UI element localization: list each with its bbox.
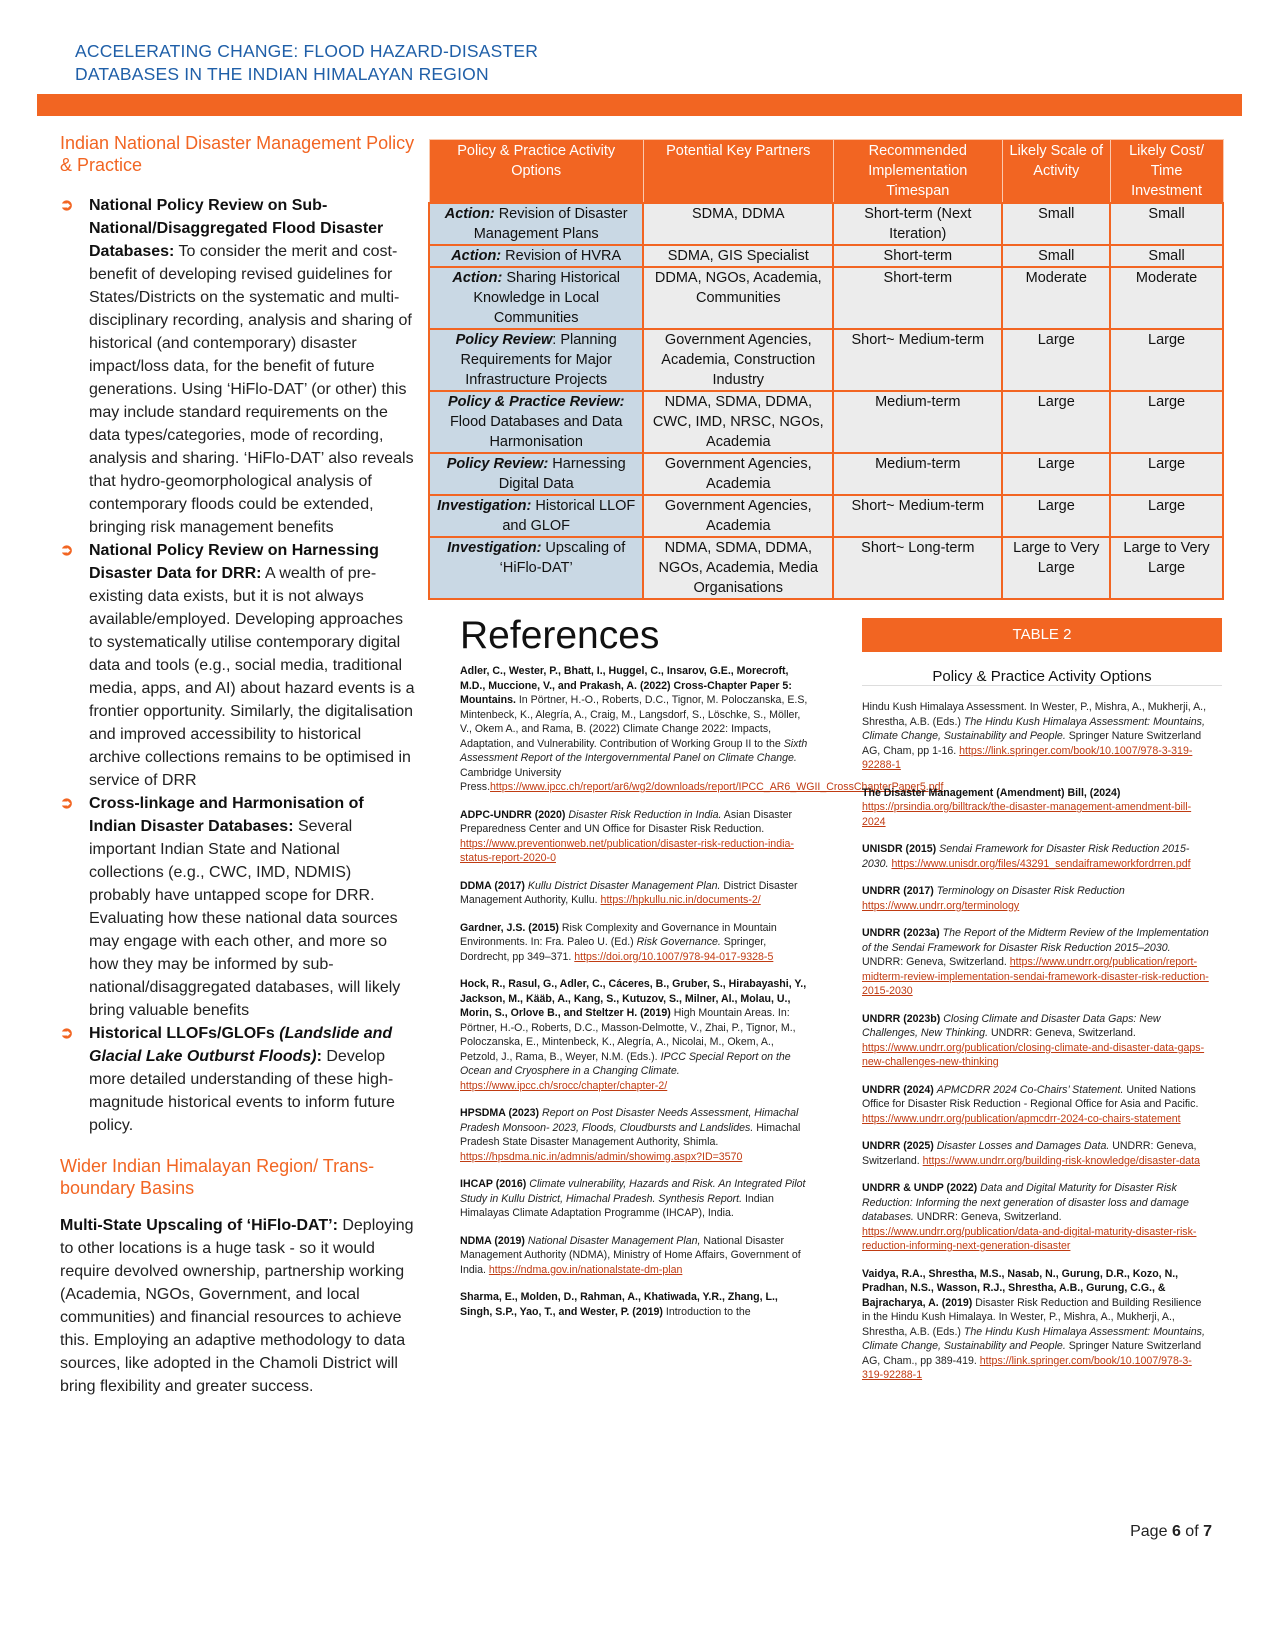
reference-entry: UNDRR (2023a) The Report of the Midterm Review of the Implementation of the Sendai Framework for Disaster Risk Reduction 2015–2030. UNDRR: Geneva, Switzerland. https://www.undrr.org/publication/report-midterm-review-implementation-sendai-framework-disaster-risk-reduction-2015-2030 xyxy=(862,927,1209,997)
table-cell: Policy & Practice Review: Flood Databases and Data Harmonisation xyxy=(429,391,643,453)
reference-link[interactable]: https://hpsdma.nic.in/admnis/admin/showimg.aspx?ID=3570 xyxy=(460,1150,743,1163)
reference-link[interactable]: https://www.ipcc.ch/report/ar6/wg2/downloads/report/IPCC_AR6_WGII_CrossChapterPaper5.pdf xyxy=(490,781,944,793)
reference-entry: Vaidya, R.A., Shrestha, M.S., Nasab, N., Gurung, D.R., Kozo, N., Pradhan, N.S., Wasson, R.J., Shrestha, A.B., Gurung, C.G., & Bajracharya, A. (2019) Disaster Risk Reduction and Building Resilience in the Hindu Kush Himalaya. In Wester, P., Mishra, A., Mukherji, A., Shrestha, A.B. (Eds.) The Hindu Kush Himalaya Assessment: Mountains, Climate Change, Sustainability and People. Springer Nature Switzerland AG, Cham., pp 389-419. https://link.springer.com/book/10.1007/978-3-319-92288-1 xyxy=(862,1267,1205,1381)
table-cell: Short~ Medium-term xyxy=(833,495,1002,537)
table-cell: Short-term (Next Iteration) xyxy=(833,203,1002,245)
table-cell: Large to Very Large xyxy=(1002,537,1110,599)
table-cell: Large xyxy=(1110,495,1223,537)
table-cell: Short-term xyxy=(833,245,1002,267)
table-cell: Large xyxy=(1002,391,1110,453)
caption-divider xyxy=(862,685,1222,686)
reference-link[interactable]: https://www.undrr.org/publication/report-midterm-review-implementation-sendai-framework-disaster-risk-reduction-2015-2030 xyxy=(862,956,1209,997)
table-cell: Small xyxy=(1002,245,1110,267)
reference-link[interactable]: https://www.undrr.org/terminology xyxy=(862,899,1020,912)
bullet-item: ➲ National Policy Review on Harnessing Disaster Data for DRR: A wealth of pre-existing data exists, but it is not always available/employed. Developing approaches to systematically utilise contemporary digital data and tools (e.g., social media, traditional media, apps, and AI) about hazard events is a frontier opportunity. Similarly, the digitalisation and improved accessibility to historical archive collections remains to be optimised in service of DRR xyxy=(60,539,415,792)
table-cell: Government Agencies, Academia, Construction Industry xyxy=(643,329,833,391)
table-row xyxy=(429,245,1223,267)
table-cell: NDMA, SDMA, DDMA, CWC, IMD, NRSC, NGOs, Academia xyxy=(643,391,833,453)
reference-link[interactable]: https://hpkullu.nic.in/documents-2/ xyxy=(600,894,761,906)
header-line-2: DATABASES IN THE INDIAN HIMALAYAN REGION xyxy=(75,64,489,84)
table-header: Recommended Implementation Timespan xyxy=(833,140,1002,204)
arrow-icon: ➲ xyxy=(60,197,74,214)
table-header: Policy & Practice Activity Options xyxy=(429,140,643,204)
table-header: Likely Cost/ Time Investment xyxy=(1110,140,1223,204)
table-row xyxy=(429,329,1223,391)
reference-entry: UNDRR (2017) Terminology on Disaster Risk Reduction https://www.undrr.org/terminology xyxy=(862,885,1125,912)
table-cell: Medium-term xyxy=(833,391,1002,453)
table-header: Potential Key Partners xyxy=(643,140,833,204)
reference-entry: HPSDMA (2023) Report on Post Disaster Needs Assessment, Himachal Pradesh Monsoon- 2023, Floods, Cloudbursts and Landslides. Himachal Pradesh State Disaster Management Authority, Shimla. https://hpsdma.nic.in/admnis/admin/showimg.aspx?ID=3570 xyxy=(460,1107,801,1163)
table-cell: DDMA, NGOs, Academia, Communities xyxy=(643,267,833,329)
left-column xyxy=(60,132,415,1398)
table-row xyxy=(429,203,1223,245)
reference-entry: UNDRR & UNDP (2022) Data and Digital Maturity for Disaster Risk Reduction: Informing the next generation of disaster loss and damage databases. UNDRR: Geneva, Switzerland. https://www.undrr.org/publication/data-and-digital-maturity-disaster-risk-reduction-informing-next-generation-disaster xyxy=(862,1182,1197,1252)
table-cell: Short~ Long-term xyxy=(833,537,1002,599)
document-header xyxy=(75,40,538,86)
table-cell: Investigation: Historical LLOF and GLOF xyxy=(429,495,643,537)
reference-entry: Sharma, E., Molden, D., Rahman, A., Khatiwada, Y.R., Zhang, L., Singh, S.P., Yao, T., and Wester, P. (2019) Introduction to the xyxy=(460,1291,778,1318)
reference-entry: Adler, C., Wester, P., Bhatt, I., Huggel, C., Insarov, G.E., Morecroft, M.D., Muccione, V., and Prakash, A. (2022) Cross-Chapter Paper 5: Mountains. In Pörtner, H.-O., Roberts, D.C., Tignor, M. Poloczanska, E.S, Mintenbeck, K., Alegría, A., Craig, M., Langsdorf, S., Löschke, S., Möller, V., Okem A., and Rama, B. (2022) Climate Change 2022: Impacts, Adaptation, and Vulnerability. Contribution of Working Group II to the Sixth Assessment Report of the Intergovernmental Panel on Climate Change. Cambridge University Press.https://www.ipcc.ch/report/ar6/wg2/downloads/report/IPCC_AR6_WGII_CrossChapterPaper5.pdf xyxy=(460,665,944,793)
reference-link[interactable]: https://www.ipcc.ch/srocc/chapter/chapter-2/ xyxy=(460,1079,668,1092)
header-line-1: ACCELERATING CHANGE: FLOOD HAZARD-DISASTER xyxy=(75,41,539,61)
table-cell: Small xyxy=(1110,245,1223,267)
table-cell: NDMA, SDMA, DDMA, NGOs, Academia, Media Organisations xyxy=(643,537,833,599)
reference-entry: The Disaster Management (Amendment) Bill, (2024) https://prsindia.org/billtrack/the-disaster-management-amendment-bill-2024 xyxy=(862,786,1192,828)
table-cell: Large xyxy=(1002,495,1110,537)
table-cell: Action: Revision of Disaster Management Plans xyxy=(429,203,643,245)
table-row xyxy=(429,391,1223,453)
table-cell: Short-term xyxy=(833,267,1002,329)
reference-link[interactable]: https://prsindia.org/billtrack/the-disaster-management-amendment-bill-2024 xyxy=(862,801,1192,828)
table-header-row xyxy=(429,140,1223,204)
reference-entry: Hock, R., Rasul, G., Adler, C., Cáceres, B., Gruber, S., Hirabayashi, Y., Jackson, M., Kääb, A., Kang, S., Kutuzov, S., Milner, Al., Molau, U., Morin, S., Orlove B., and Steltzer H. (2019) High Mountain Areas. In: Pörtner, H.-O., Roberts, D.C., Masson-Delmotte, V., Zhai, P., Tignor, M., Poloczanska, E., Mintenbeck, K., Alegría, A., Nicolai, M., Okem, A., Petzold, J., Rama, B., Weyer, N.M. (Eds.). IPCC Special Report on the Ocean and Cryosphere in a Changing Climate. https://www.ipcc.ch/srocc/chapter/chapter-2/ xyxy=(460,978,807,1092)
table-cell: Medium-term xyxy=(833,453,1002,495)
policy-table xyxy=(428,139,1224,600)
arrow-icon: ➲ xyxy=(60,795,74,812)
bullet-item: ➲ Historical LLOFs/GLOFs (Landslide and Glacial Lake Outburst Floods): Develop more detailed understanding of these high-magnitude historical events to inform future policy. xyxy=(60,1022,415,1137)
table-cell: Large xyxy=(1002,453,1110,495)
table-cell: Large xyxy=(1110,453,1223,495)
reference-entry: IHCAP (2016) Climate vulnerability, Hazards and Risk. An Integrated Pilot Study in Kullu District, Himachal Pradesh. Synthesis Report. Indian Himalayas Climate Adaptation Programme (IHCAP), India. xyxy=(460,1178,806,1219)
table-cell: Policy Review: Harnessing Digital Data xyxy=(429,453,643,495)
table-header: Likely Scale of Activity xyxy=(1002,140,1110,204)
reference-link[interactable]: https://ndma.gov.in/nationalstate-dm-plan xyxy=(488,1263,683,1276)
table-caption: Policy & Practice Activity Options xyxy=(932,668,1152,685)
table-cell: Moderate xyxy=(1002,267,1110,329)
header-band xyxy=(37,94,1242,116)
bullet-item: ➲ National Policy Review on Sub-National/Disaggregated Flood Disaster Databases: To consider the merit and cost-benefit of developing revised guidelines for States/Districts on the systematic and multi-disciplinary recording, analysis and sharing of historical (and contemporary) disaster impact/loss data, for the benefit of future generations. Using ‘HiFlo-DAT’ (or other) this may include standard requirements on the data types/categories, mode of recording, analysis and sharing. ‘HiFlo-DAT’ also reveals that hydro-geomorphological analysis of contemporary floods could be extended, bringing risk management benefits xyxy=(60,194,415,539)
bullet-list xyxy=(60,194,415,1137)
reference-entry: UNDRR (2023b) Closing Climate and Disaster Data Gaps: New Challenges, New Thinking. UNDRR: Geneva, Switzerland. https://www.undrr.org/publication/closing-climate-and-disaster-data-gaps-new-challenges-new-thinking xyxy=(862,1012,1205,1068)
reference-entry: UNDRR (2025) Disaster Losses and Damages Data. UNDRR: Geneva, Switzerland. https://www.undrr.org/building-risk-knowledge/disaster-data xyxy=(862,1140,1200,1167)
table-tag: TABLE 2 xyxy=(862,618,1222,652)
references-title: References xyxy=(460,614,660,657)
reference-link[interactable]: https://www.unisdr.org/files/43291_sendaiframeworkfordrren.pdf xyxy=(891,857,1191,870)
table-cell: Short~ Medium-term xyxy=(833,329,1002,391)
table-cell: Large to Very Large xyxy=(1110,537,1223,599)
reference-link[interactable]: https://www.undrr.org/building-risk-knowledge/disaster-data xyxy=(922,1154,1200,1167)
arrow-icon: ➲ xyxy=(60,542,74,559)
references-column-2 xyxy=(862,700,1210,1396)
table-cell: Action: Sharing Historical Knowledge in Local Communities xyxy=(429,267,643,329)
table-cell: Investigation: Upscaling of ‘HiFlo-DAT’ xyxy=(429,537,643,599)
table-cell: Action: Revision of HVRA xyxy=(429,245,643,267)
table-cell: Government Agencies, Academia xyxy=(643,453,833,495)
reference-link[interactable]: https://link.springer.com/book/10.1007/978-3-319-92288-1 xyxy=(862,1354,1192,1381)
table-cell: SDMA, DDMA xyxy=(643,203,833,245)
table-row xyxy=(429,537,1223,599)
section-heading: Indian National Disaster Management Policy & Practice xyxy=(60,133,415,175)
reference-entry: UNDRR (2024) APMCDRR 2024 Co-Chairs’ Statement. United Nations Office for Disaster Risk Reduction - Regional Office for Asia and Pacific. https://www.undrr.org/publication/apmcdrr-2024-co-chairs-statement xyxy=(862,1083,1199,1125)
table-cell: Large xyxy=(1002,329,1110,391)
table-cell: Moderate xyxy=(1110,267,1223,329)
table-cell: Large xyxy=(1110,329,1223,391)
table-cell: Policy Review: Planning Requirements for Major Infrastructure Projects xyxy=(429,329,643,391)
bullet-item: ➲ Cross-linkage and Harmonisation of Indian Disaster Databases: Several important Indian State and National collections (e.g., CWC, IMD, NDMIS) probably have untapped scope for DRR. Evaluating how these national data sources may engage with each other, and more so how they may be informed by sub-national/disaggregated databases, will likely bring valuable benefits xyxy=(60,792,415,1022)
arrow-icon: ➲ xyxy=(60,1025,74,1042)
table-cell: Small xyxy=(1110,203,1223,245)
table-row xyxy=(429,453,1223,495)
table-cell: Small xyxy=(1002,203,1110,245)
reference-entry: ADPC-UNDRR (2020) Disaster Risk Reduction in India. Asian Disaster Preparedness Center and UN Office for Disaster Risk Reduction. https://www.preventionweb.net/publication/disaster-risk-reduction-india-status-report-2020-0 xyxy=(460,808,794,864)
reference-entry: Gardner, J.S. (2015) Risk Complexity and Governance in Mountain Environments. In: Fra. Paleo U. (Ed.) Risk Governance. Springer, Dordrecht, pp 349–371. https://doi.org/10.1007/978-94-017-9328-5 xyxy=(460,921,777,963)
upscaling-paragraph: Multi-State Upscaling of ‘HiFlo-DAT’: Deploying to other locations is a huge task - so it would require devolved ownership, partnership working (Academia, NGOs, Government, and local communities) and financial resources to achieve this. Employing an adaptive methodology to data sources, like adopted in the Chamoli District will bring flexibility and greater success. xyxy=(60,1217,414,1395)
reference-entry: UNISDR (2015) Sendai Framework for Disaster Risk Reduction 2015-2030. https://www.unisdr.org/files/43291_sendaiframeworkfordrren.pdf xyxy=(862,843,1191,870)
table-row xyxy=(429,495,1223,537)
reference-link[interactable]: https://www.undrr.org/publication/closing-climate-and-disaster-data-gaps-new-challenges-new-thinking xyxy=(862,1041,1205,1068)
reference-link[interactable]: https://doi.org/10.1007/978-94-017-9328-5 xyxy=(574,950,774,963)
reference-link[interactable]: https://www.undrr.org/publication/apmcdrr-2024-co-chairs-statement xyxy=(862,1112,1181,1125)
section-heading-2: Wider Indian Himalayan Region/ Trans-boundary Basins xyxy=(60,1156,375,1198)
reference-entry: NDMA (2019) National Disaster Management Plan, National Disaster Management Authority (NDMA), Ministry of Home Affairs, Government of India. https://ndma.gov.in/nationalstate-dm-plan xyxy=(460,1234,801,1276)
reference-entry: DDMA (2017) Kullu District Disaster Management Plan. District Disaster Management Authority, Kullu. https://hpkullu.nic.in/documents-2/ xyxy=(460,879,798,906)
reference-link[interactable]: https://www.preventionweb.net/publication/disaster-risk-reduction-india-status-report-2020-0 xyxy=(460,837,794,864)
table-cell: Large xyxy=(1110,391,1223,453)
table-row xyxy=(429,267,1223,329)
reference-link[interactable]: https://link.springer.com/book/10.1007/978-3-319-92288-1 xyxy=(862,744,1193,771)
table-cell: SDMA, GIS Specialist xyxy=(643,245,833,267)
table-cell: Government Agencies, Academia xyxy=(643,495,833,537)
reference-entry: Hindu Kush Himalaya Assessment. In Wester, P., Mishra, A., Mukherji, A., Shrestha, A.B. (Eds.) The Hindu Kush Himalaya Assessment: Mountains, Climate Change, Sustainability and People. Springer Nature Switzerland AG, Cham, pp 1-16. https://link.springer.com/book/10.1007/978-3-319-92288-1 xyxy=(862,701,1207,771)
page-number: Page 6 of 7 xyxy=(1130,1523,1212,1540)
reference-link[interactable]: https://www.undrr.org/publication/data-and-digital-maturity-disaster-risk-reduction-informing-next-generation-disaster xyxy=(862,1225,1197,1252)
